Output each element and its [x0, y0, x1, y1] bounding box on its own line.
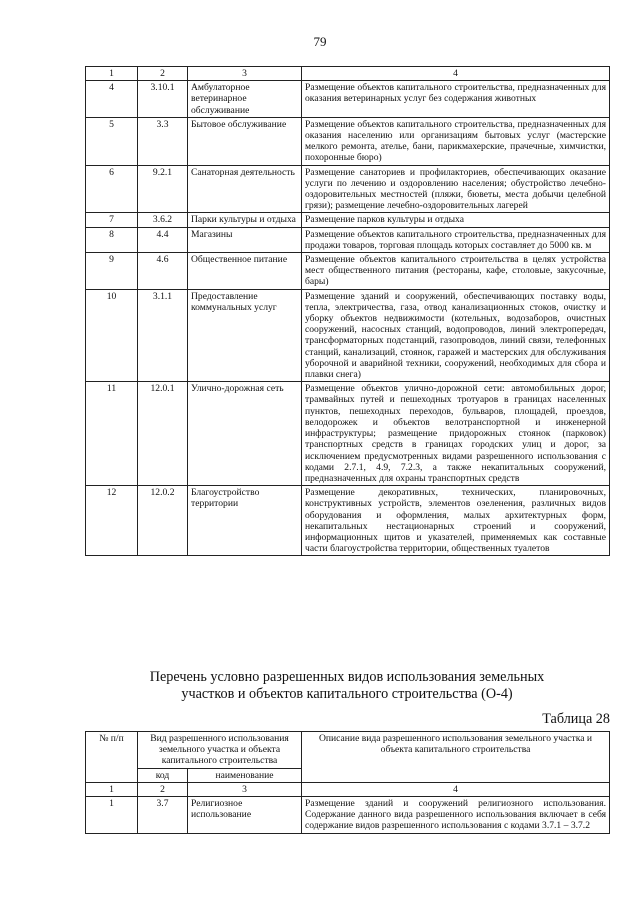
row-code: 3.6.2 — [138, 213, 188, 227]
row-name: Улично-дорожная сеть — [188, 382, 302, 486]
page-number: 79 — [313, 34, 327, 49]
heading-line: Перечень условно разрешенных видов использования земельных — [149, 669, 545, 685]
column-number-1: 1 — [86, 67, 138, 81]
row-description: Размещение объектов капитального строительства, предназначенных для оказания населению или организациям бытовых услуг (мастерские мелкого ремонта, ателье, бани, парикмахерские, прачечные, химчистки, похоронные бюро) — [302, 117, 610, 165]
table-row — [86, 486, 610, 556]
row-code: 12.0.1 — [138, 382, 188, 486]
row-code: 9.2.1 — [138, 165, 188, 213]
column-number-2: 2 — [138, 782, 188, 796]
row-description: Размещение объектов капитального строительства, предназначенных для оказания ветеринарных услуг без содержания животных — [302, 81, 610, 118]
row-code: 4.4 — [138, 227, 188, 252]
table-row — [86, 382, 610, 486]
column-number-2: 2 — [138, 67, 188, 81]
row-code: 3.1.1 — [138, 289, 188, 382]
table-row — [86, 81, 610, 118]
row-name: Общественное питание — [188, 253, 302, 290]
row-description: Размещение зданий и сооружений, обеспечивающих поставку воды, тепла, электричества, газа, отвод канализационных стоков, очистку и уборку объектов недвижимости (котельных, водозаборов, очистных сооружений, насосных станций, водопроводов, линий электропередач, трансформаторных подстанций, газопроводов, линий связи, телефонных станций, канализаций, стоянок, гаражей и мастерских для обслуживания уборочной и аварийной техники, сооружений, необходимых для сбора и плавки снега) — [302, 289, 610, 382]
heading-line: участков и объектов капитального строительства (О-4) — [181, 686, 513, 702]
column-number-4: 4 — [302, 67, 610, 81]
row-number: 12 — [86, 486, 138, 556]
table-label: Таблица 28 — [542, 711, 610, 727]
table-row — [86, 253, 610, 290]
row-description: Размещение зданий и сооружений религиозного использования. Содержание данного вида разрешенного использования включает в себя содержание видов разрешенного использования с кодами 3.7.1 – 3.7.2 — [302, 797, 610, 834]
table-row — [86, 289, 610, 382]
row-description: Размещение декоративных, технических, планировочных, конструктивных устройств, элементов озеленения, различных видов оборудования и оформления, малых архитектурных форм, некапитальных нестационарных строений и сооружений, информационных щитов и указателей, применяемых как составные части благоустройства территории, общественных туалетов — [302, 486, 610, 556]
table-header-row — [86, 67, 610, 81]
row-name: Магазины — [188, 227, 302, 252]
row-code: 3.3 — [138, 117, 188, 165]
conditional-uses-table — [85, 731, 610, 834]
row-number: 9 — [86, 253, 138, 290]
table-row — [86, 213, 610, 227]
row-number: 4 — [86, 81, 138, 118]
row-name: Парки культуры и отдыха — [188, 213, 302, 227]
row-code: 4.6 — [138, 253, 188, 290]
row-number: 8 — [86, 227, 138, 252]
table-row — [86, 117, 610, 165]
row-name: Благоустройство территории — [188, 486, 302, 556]
column-number-3: 3 — [188, 782, 302, 796]
row-name: Бытовое обслуживание — [188, 117, 302, 165]
row-number: 1 — [86, 797, 138, 834]
row-description: Размещение объектов улично-дорожной сети: автомобильных дорог, трамвайных путей и пешеходных тротуаров в границах населенных пунктов, пешеходных переходов, бульваров, площадей, проездов, велодорожек и объектов велотранспортной и инженерной инфраструктуры; размещение придорожных стоянок (парковок) транспортных средств в границах городских улиц и дорог, за исключением предусмотренных видами разрешенного использования с кодами 2.7.1, 4.9, 7.2.3, а также некапитальных сооружений, предназначенных для охраны транспортных средств — [302, 382, 610, 486]
row-number: 6 — [86, 165, 138, 213]
table-header-row — [86, 732, 610, 769]
row-description: Размещение объектов капитального строительства в целях устройства мест общественного питания (рестораны, кафе, столовые, закусочные, бары) — [302, 253, 610, 290]
header-name: наименование — [188, 768, 302, 782]
header-use-type: Вид разрешенного использования земельного участка и объекта капитального строительства — [138, 732, 302, 769]
row-name: Амбулаторное ветеринарное обслуживание — [188, 81, 302, 118]
header-code: код — [138, 768, 188, 782]
row-description: Размещение объектов капитального строительства, предназначенных для продажи товаров, торговая площадь которых составляет до 5000 кв. м — [302, 227, 610, 252]
section-heading — [85, 669, 609, 703]
row-number: 10 — [86, 289, 138, 382]
row-code: 3.7 — [138, 797, 188, 834]
column-number-3: 3 — [188, 67, 302, 81]
row-number: 5 — [86, 117, 138, 165]
allowed-uses-table — [85, 66, 610, 556]
row-name: Религиозное использование — [188, 797, 302, 834]
column-number-1: 1 — [86, 782, 138, 796]
row-description: Размещение санаториев и профилакториев, обеспечивающих оказание услуги по лечению и оздоровлению населения; обустройство лечебно-оздоровительных местностей (пляжи, бюветы, места добычи целебной грязи); размещение лечебно-оздоровительных лагерей — [302, 165, 610, 213]
table-row — [86, 797, 610, 834]
row-code: 12.0.2 — [138, 486, 188, 556]
table-header-row — [86, 782, 610, 796]
row-name: Санаторная деятельность — [188, 165, 302, 213]
header-number: № п/п — [86, 732, 138, 783]
row-number: 11 — [86, 382, 138, 486]
row-code: 3.10.1 — [138, 81, 188, 118]
table-row — [86, 227, 610, 252]
row-description: Размещение парков культуры и отдыха — [302, 213, 610, 227]
header-description: Описание вида разрешенного использования земельного участка и объекта капитального строительства — [302, 732, 610, 783]
row-name: Предоставление коммунальных услуг — [188, 289, 302, 382]
table-row — [86, 165, 610, 213]
row-number: 7 — [86, 213, 138, 227]
column-number-4: 4 — [302, 782, 610, 796]
